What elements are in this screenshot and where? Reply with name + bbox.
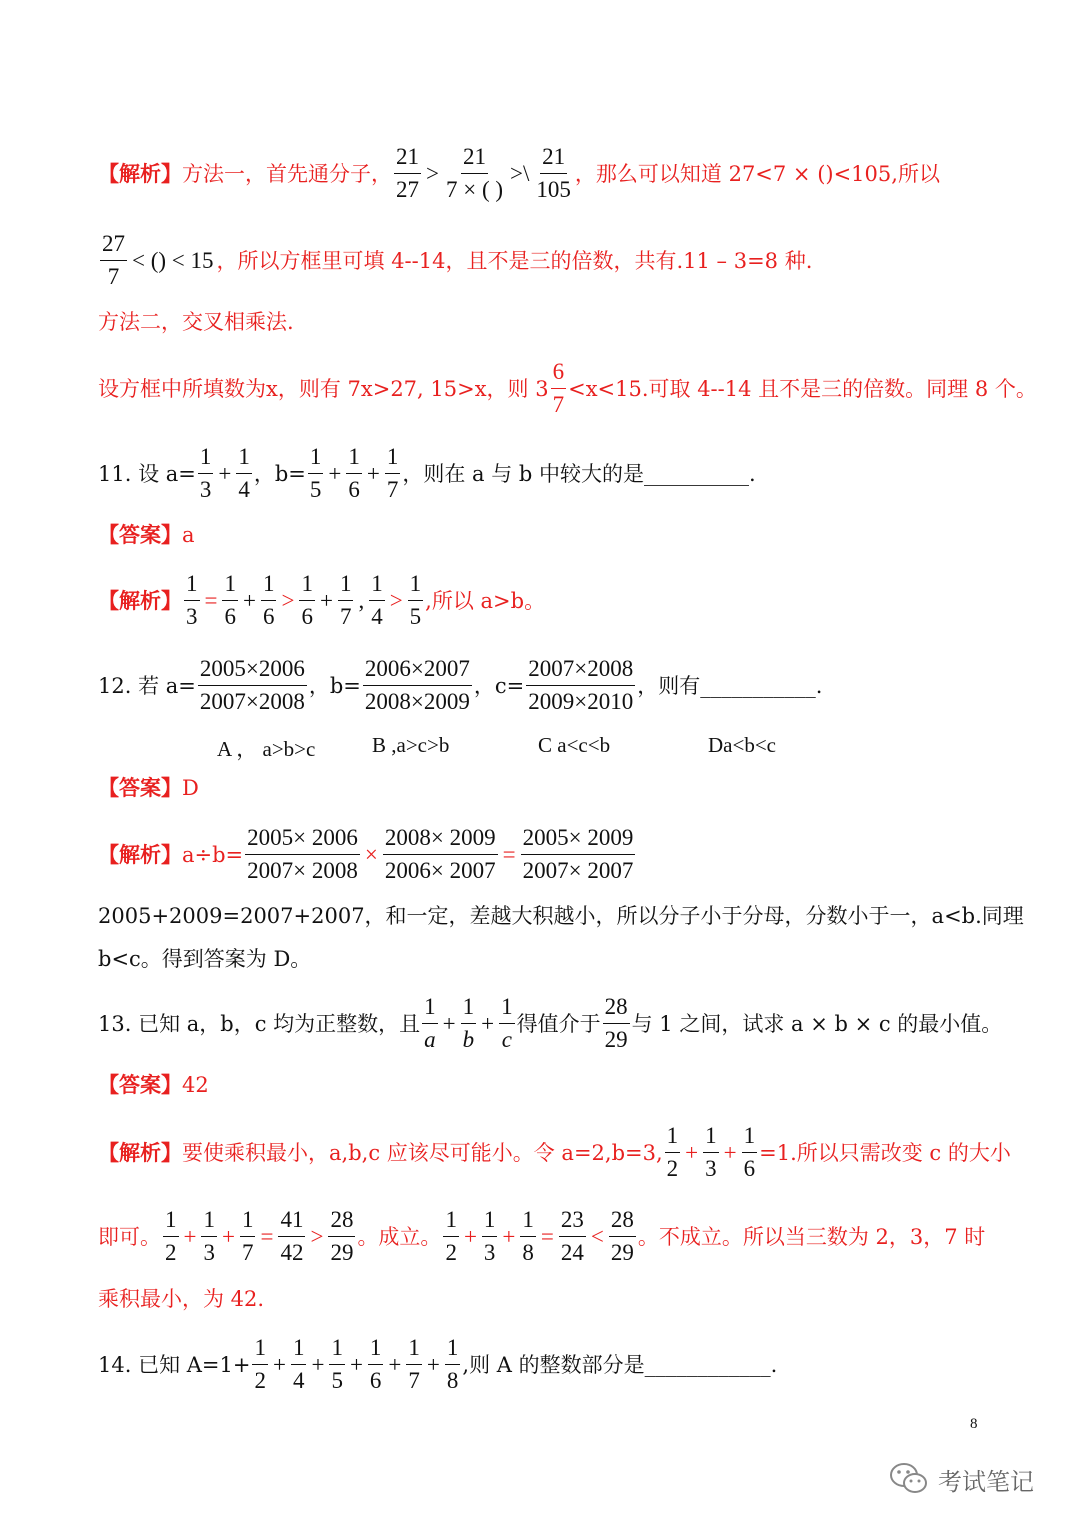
fraction: $\frac{1}{4}$ (371, 571, 383, 629)
fraction: $\frac{2006\times 2007}{2008\times 2009}$ (364, 656, 470, 714)
fraction: $\frac{1}{c}$ (501, 994, 513, 1052)
fraction: $\frac{1}{3}$ (483, 1207, 496, 1265)
q11-answer (98, 520, 1020, 550)
operator: , (358, 587, 365, 613)
q13-sol-text: 要使乘积最小，a,b,c 应该尽可能小。令 a=2,b=3, (182, 1140, 663, 1165)
fraction: $\frac{1}{6}$ (301, 571, 313, 629)
q11-solution (98, 570, 1020, 631)
watermark (888, 1460, 1034, 1498)
q12-solution (98, 824, 1020, 885)
q12-prefix: 12. 若 a= (98, 673, 196, 698)
q12-sol-prefix: a÷b= (182, 842, 244, 867)
q12-answer (98, 773, 1020, 803)
q13-answer-value: 42 (182, 1073, 209, 1097)
p10-line3: 方法二，交叉相乘法. (98, 310, 294, 334)
fraction: $\frac{1}{8}$ (446, 1335, 459, 1393)
fraction: $\frac{1}{2}$ (666, 1123, 679, 1181)
q12-b-label: ，b= (308, 673, 361, 698)
q11-sol-suffix: ,所以 a>b。 (425, 588, 546, 613)
fraction: $\frac{2005\times 2006}{2007\times 2008}$ (247, 825, 358, 883)
option-b: B ,a>c>b (372, 733, 450, 757)
answer-tag: 【答案】 (98, 522, 182, 547)
fraction: $\frac{1}{7}$ (339, 571, 352, 629)
p10-text: 设方框中所填数为x，则有 7x>27, 15>x，则 3 (98, 376, 549, 401)
operator: > (426, 160, 439, 186)
q13-sol2-mid: 。成立。 (357, 1224, 442, 1249)
fraction: $\frac{1}{2}$ (254, 1335, 266, 1393)
q14-question: 14. 已知 A=1+ $\frac{1}{2}$ + $\frac{1}{4}$ + $\frac{1}{5}$ + $\frac{1}{6}$ + $\frac{1}{7}$ + $\frac{1}{8}$ ,则 A 的整数部分是____________. (98, 1335, 778, 1393)
analysis-tag: 【解析】 (98, 1139, 182, 1165)
fraction: $\frac{1}{6}$ (348, 444, 360, 502)
operator: > (281, 587, 295, 613)
fraction: $\frac{1}{3}$ (186, 571, 198, 629)
fraction: $\frac{1}{5}$ (331, 1335, 343, 1393)
q13-solution-3: 乘积最小，为 42. (98, 1287, 265, 1311)
fraction: $\frac{2005\times 2006}{2007\times 2008}$ (199, 656, 305, 714)
fraction: $\frac{41}{42}$ (280, 1207, 304, 1265)
p10-line4 (98, 358, 1037, 419)
q13-mid: 得值介于 (516, 1011, 601, 1036)
operator: × (364, 841, 378, 867)
p10-text: ，那么可以知道 27<7 × ()<105,所以 (574, 161, 940, 186)
wechat-icon (888, 1460, 930, 1498)
q12-explanation-1: 2005+2009=2007+2007，和一定，差越大积越小，所以分子小于分母，分数小于一，a<b.同理 (98, 904, 1024, 928)
q13-suffix: 与 1 之间，试求 a × b × c 的最小值。 (631, 1011, 1003, 1036)
fraction: $\frac{21}{27}$ (396, 144, 419, 202)
fraction: $\frac{1}{3}$ (199, 444, 212, 502)
q12-explanation-2: b<c。得到答案为 D。 (98, 947, 312, 971)
q11-mid: ，b= (253, 461, 306, 486)
fraction: $\frac{1}{6}$ (262, 571, 275, 629)
p10-text: <x<15.可取 4--14 且不是三的倍数。同理 8 个。 (568, 376, 1037, 401)
p10-text: ，所以方框里可填 4--14，且不是三的倍数，共有.11 – 3=8 种. (216, 248, 813, 273)
operator: >\ (510, 160, 530, 186)
q14-prefix: 14. 已知 A=1+ (98, 1352, 251, 1377)
q13-sol2-suffix: 。不成立。所以当三数为 2，3，7 时 (637, 1224, 986, 1249)
q13-answer (98, 1070, 1020, 1100)
fraction: $\frac{1}{5}$ (409, 571, 422, 629)
page-number: 8 (970, 1416, 978, 1432)
p10-line2 (98, 230, 1020, 291)
fraction: $\frac{1}{7}$ (386, 444, 399, 502)
fraction: $\frac{1}{2}$ (165, 1207, 177, 1265)
fraction: $\frac{28}{29}$ (604, 994, 628, 1052)
fraction: $\frac{1}{3}$ (705, 1123, 717, 1181)
watermark-text: 考试笔记 (938, 1467, 1034, 1496)
fraction: $\frac{1}{2}$ (445, 1207, 457, 1265)
p10-line1 (98, 143, 1020, 204)
fraction: $\frac{28}{29}$ (330, 1207, 354, 1265)
fraction: $\frac{6}{7}$ (552, 359, 565, 417)
option-a: A ， a>b>c (217, 737, 316, 761)
analysis-tag: 【解析】 (98, 841, 182, 867)
fraction: $\frac{1}{3}$ (203, 1207, 215, 1265)
q13-solution-1: 【解析】 要使乘积最小，a,b,c 应该尽可能小。令 a=2,b=3, $\frac{1}{2}$ + $\frac{1}{3}$ + $\frac{1}{6}$ =1.所以只需改变 c 的大小 (98, 1123, 1011, 1181)
q11-prefix: 11. 设 a= (98, 461, 196, 486)
fraction: $\frac{2007\times 2008}{2009\times 2010}$ (528, 656, 634, 714)
q11-question: 11. 设 a= $\frac{1}{3}$ + $\frac{1}{4}$ ，b= $\frac{1}{5}$ + $\frac{1}{6}$ + $\frac{1}{7}$ ，则在 a 与 b 中较大的是__________. (98, 444, 756, 502)
q12-c-label: ，c= (473, 673, 525, 698)
fraction: $\frac{1}{6}$ (743, 1123, 756, 1181)
operator: = (502, 841, 516, 867)
fraction: $\frac{1}{6}$ (369, 1335, 382, 1393)
fraction: $\frac{21}{105}$ (536, 144, 571, 202)
option-d: Da<b<c (708, 733, 776, 757)
q13-sol2-prefix: 即可。 (98, 1224, 161, 1249)
answer-tag: 【答案】 (98, 1072, 182, 1097)
q13-sol-suffix: =1.所以只需改变 c 的大小 (759, 1140, 1011, 1165)
q11-answer-value: a (182, 523, 195, 547)
fraction: $\frac{1}{4}$ (238, 444, 250, 502)
q11-suffix: ，则在 a 与 b 中较大的是__________. (402, 461, 756, 486)
q12-question (98, 655, 1020, 716)
q12-suffix: ，则有___________. (637, 673, 823, 698)
fraction: $\frac{23}{24}$ (560, 1207, 584, 1265)
q14-suffix: ,则 A 的整数部分是____________. (462, 1352, 778, 1377)
operator: = (204, 587, 218, 613)
fraction: $\frac{1}{7}$ (241, 1207, 254, 1265)
fraction: $\frac{2008\times 2009}{2006\times 2007}$ (384, 825, 496, 883)
fraction: $\frac{1}{5}$ (309, 444, 322, 502)
fraction: $\frac{1}{7}$ (408, 1335, 420, 1393)
fraction: $\frac{28}{29}$ (610, 1207, 634, 1265)
fraction: $\frac{1}{a}$ (424, 994, 436, 1052)
operator: > (389, 587, 403, 613)
p10-text: 方法一，首先通分子， (182, 161, 392, 186)
inequality: < () < 15 (132, 247, 214, 273)
analysis-tag: 【解析】 (98, 160, 182, 186)
q13-solution-2: 即可。 $\frac{1}{2}$ + $\frac{1}{3}$ + $\frac{1}{7}$ = $\frac{41}{42}$ > $\frac{28}{29}$ 。成立。 $\frac{1}{2}$ + $\frac{1}{3}$ + $\frac{1}{8}$ = $\frac{23}{24}$ < $\frac{28}{29}$ 。不成立。所以当三数为 2，3，7 时 (98, 1207, 986, 1265)
fraction: $\frac{1}{b}$ (462, 994, 475, 1052)
fraction: $\frac{27}{7}$ (102, 231, 125, 289)
answer-tag: 【答案】 (98, 775, 182, 800)
q13-question: 13. 已知 a，b，c 均为正整数，且 $\frac{1}{a}$ + $\frac{1}{b}$ + $\frac{1}{c}$ 得值介于 $\frac{28}{29}$ 与 1 之间，试求 a × b × c 的最小值。 (98, 994, 1003, 1052)
q12-answer-value: D (182, 776, 199, 800)
fraction: $\frac{1}{8}$ (522, 1207, 534, 1265)
fraction: $\frac{2005\times 2009}{2007\times 2007}$ (522, 825, 634, 883)
option-c: C a<c<b (538, 733, 611, 757)
q13-prefix: 13. 已知 a，b，c 均为正整数，且 (98, 1011, 421, 1036)
analysis-tag: 【解析】 (98, 587, 182, 613)
fraction: $\frac{21}{7 \times ( )}$ (445, 144, 504, 202)
operator: + (319, 587, 333, 613)
operator: + (242, 587, 256, 613)
fraction: $\frac{1}{6}$ (224, 571, 236, 629)
fraction: $\frac{1}{4}$ (292, 1335, 305, 1393)
